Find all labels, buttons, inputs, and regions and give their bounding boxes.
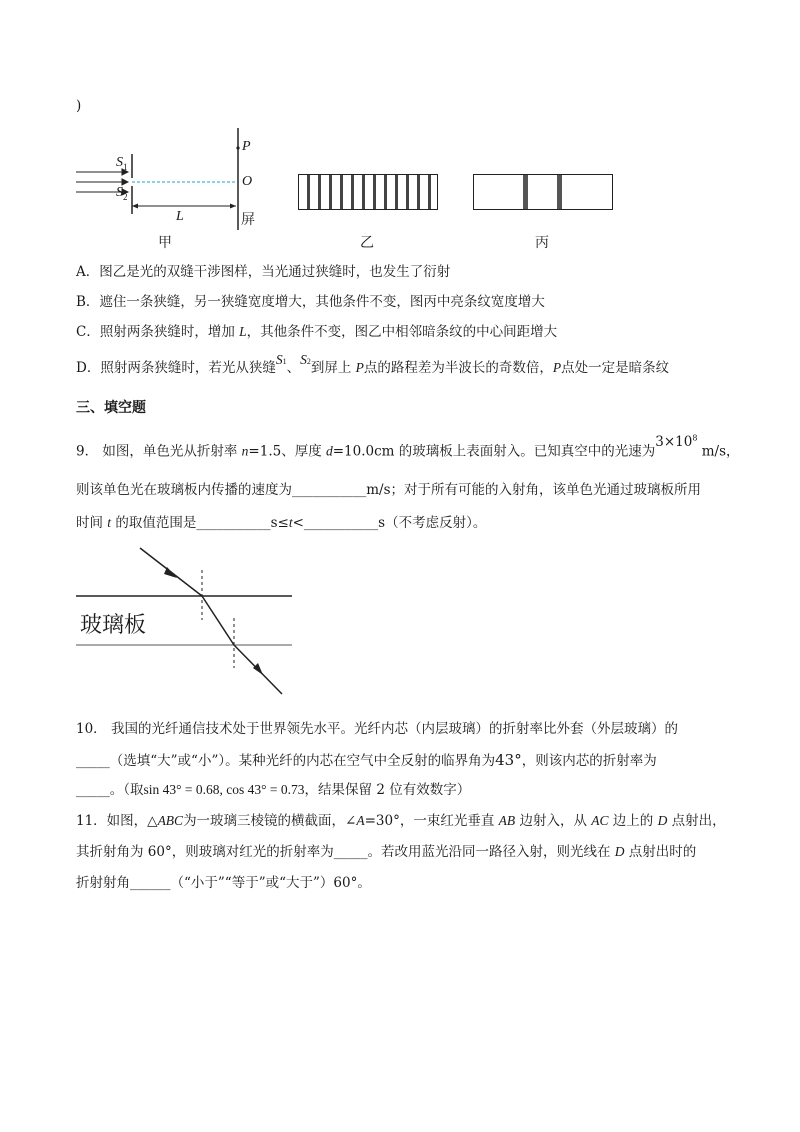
q10-line-3: _____。（取sin 43° = 0.68, cos 43° = 0.73，结果保留 2 位有效数字） — [76, 782, 471, 798]
q9-line-3: 时间 t 的取值范围是___________s≤t<___________s（不考虑反射）。 — [76, 515, 487, 531]
double-slit-apparatus-figure — [70, 126, 270, 230]
diffraction-pattern-figure — [473, 174, 613, 210]
option-a: A．图乙是光的双缝干涉图样，当光通过狭缝时，也发生了衍射 — [76, 264, 451, 280]
option-b: B．遮住一条狭缝，另一狭缝宽度增大，其他条件不变，图丙中亮条纹宽度增大 — [76, 294, 545, 310]
q9-line-1: 9． 如图，单色光从折射率 n=1.5、厚度 d=10.0cm 的玻璃板上表面射入。已知真空中的光速为$3\times 10^8$ m/s， — [76, 433, 740, 460]
label-s2: $S_2$ — [116, 185, 128, 202]
caption-jia: 甲 — [158, 235, 172, 251]
label-screen: 屏 — [241, 212, 255, 228]
q11-line-2: 其折射角为 60°，则玻璃对红光的折射率为_____。若改用蓝光沿同一路径入射，则光线在 D 点射出时的 — [76, 844, 697, 860]
caption-bing: 丙 — [535, 235, 549, 251]
q10-line-1: 10． 我国的光纤通信技术处于世界领先水平。光纤内芯（内层玻璃）的折射率比外套（外层玻璃）的 — [76, 721, 678, 737]
section-title: 三、填空题 — [76, 400, 146, 416]
caption-yi: 乙 — [360, 235, 374, 251]
label-p: P — [242, 139, 251, 154]
top-paren: ) — [76, 98, 82, 114]
option-c: C．照射两条狭缝时，增加 L，其他条件不变，图乙中相邻暗条纹的中心间距增大 — [76, 324, 558, 340]
interference-pattern-figure — [298, 174, 438, 210]
glass-plate-label: 玻璃板 — [80, 613, 147, 638]
label-s1: $S_1$ — [116, 155, 128, 172]
q11-line-1: 11．如图，△ABC为一玻璃三棱镜的横截面，∠A=30°，一束红光垂直 AB 边射入，从 AC 边上的 D 点射出， — [76, 813, 726, 829]
q11-line-3: 折射射角______（“小于”“等于”或“大于”）60°。 — [76, 875, 371, 891]
label-o: O — [242, 174, 253, 189]
label-l: L — [176, 209, 184, 224]
q9-line-2: 则该单色光在玻璃板内传播的速度为___________m/s；对于所有可能的入射角，该单色光通过玻璃板所用 — [76, 482, 702, 498]
option-d: D．照射两条狭缝时，若光从狭缝S1、S2到屏上 P点的路程差为半波长的奇数倍，P点处一定是暗条纹 — [76, 352, 670, 376]
q10-line-2: _____（选填“大”或“小”）。某种光纤的内芯在空气中全反射的临界角为43°，则该内芯的折射率为 — [76, 751, 657, 769]
